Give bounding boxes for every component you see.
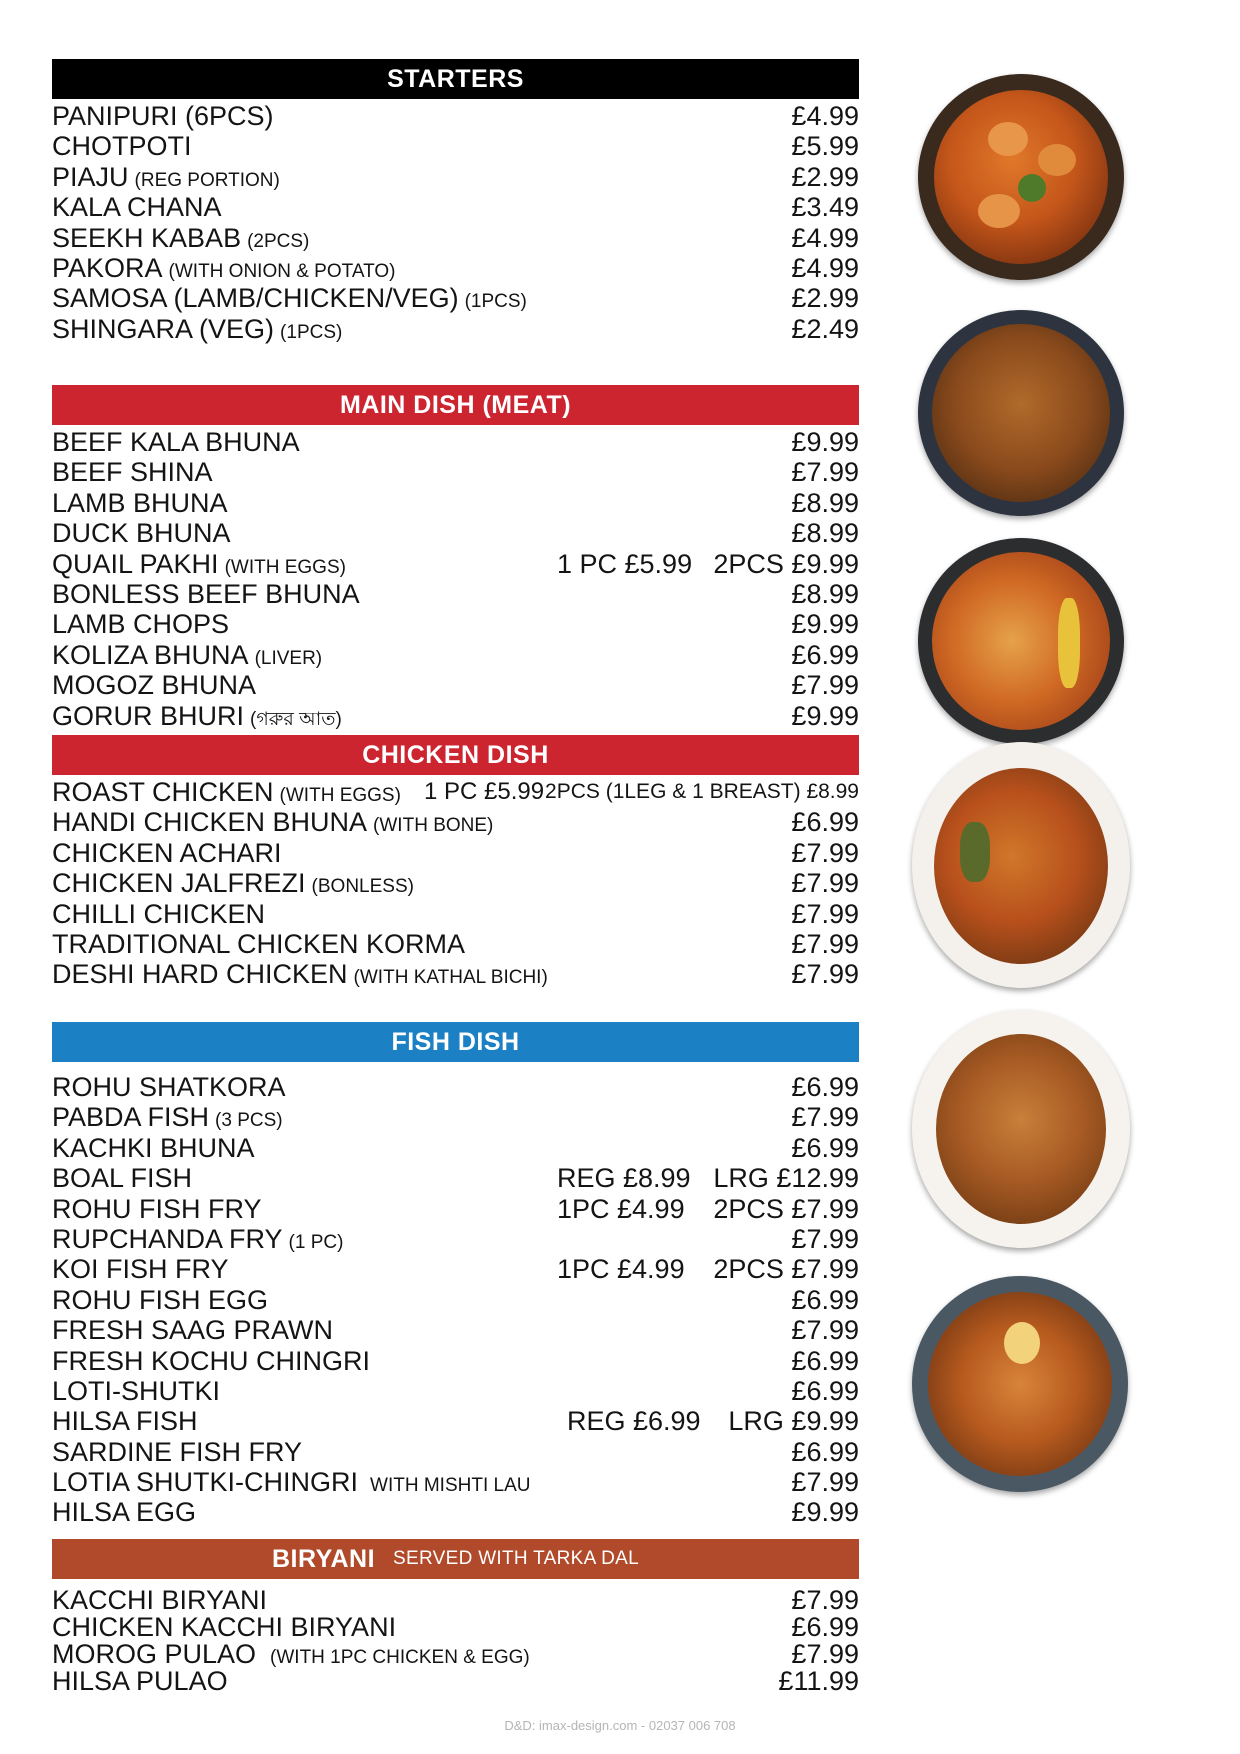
- item-price: £6.99: [791, 1132, 859, 1163]
- item-price: £6.99: [791, 1345, 859, 1376]
- menu-item: [52, 1587, 859, 1614]
- items-list: [52, 775, 859, 990]
- menu-item: [52, 1072, 859, 1102]
- item-price: £4.99: [791, 252, 859, 283]
- menu-item: [52, 609, 859, 639]
- item-name: LOTI-SHUTKI: [52, 1375, 221, 1406]
- item-price: £9.99: [791, 700, 859, 731]
- menu-item: [52, 1437, 859, 1467]
- menu-item: [52, 223, 859, 253]
- item-note: (WITH EGGS): [279, 785, 401, 806]
- items-list: [52, 1062, 859, 1528]
- item-name: LAMB BHUNA: [52, 487, 228, 518]
- item-price: £7.99: [791, 928, 859, 959]
- menu-item: [52, 314, 859, 344]
- item-name: TRADITIONAL CHICKEN KORMA: [52, 928, 466, 959]
- item-option: LRG £12.99: [713, 1163, 859, 1194]
- item-price: £8.99: [791, 487, 859, 518]
- menu-item: [52, 1133, 859, 1163]
- item-name: SEEKH KABAB: [52, 222, 242, 253]
- section-title: FISH DISH: [391, 1027, 520, 1056]
- item-price: £7.99: [791, 1102, 859, 1133]
- item-name: BEEF KALA BHUNA: [52, 427, 300, 457]
- item-name: BOAL FISH: [52, 1163, 193, 1194]
- item-name: BEEF SHINA: [52, 457, 213, 488]
- item-name: GORUR BHURI: [52, 700, 245, 731]
- item-price: £7.99: [791, 898, 859, 929]
- menu-item: [52, 1254, 859, 1284]
- item-name: DUCK BHUNA: [52, 518, 231, 549]
- item-price: £6.99: [791, 639, 859, 670]
- item-name: ROHU FISH EGG: [52, 1284, 269, 1315]
- item-name: PABDA FISH: [52, 1102, 210, 1133]
- item-price: £6.99: [791, 1072, 859, 1102]
- menu-item: [52, 1194, 859, 1224]
- menu-item: [52, 162, 859, 192]
- item-price: £7.99: [791, 457, 859, 488]
- section-header: [52, 59, 859, 99]
- section-biryani: [52, 1539, 859, 1695]
- menu-item: [52, 1641, 859, 1668]
- menu-item: [52, 1376, 859, 1406]
- item-note: (1 PC): [288, 1231, 344, 1253]
- item-name: SAMOSA (LAMB/CHICKEN/VEG): [52, 283, 459, 314]
- item-note: (2PCS): [247, 230, 310, 252]
- section-chicken: [52, 735, 859, 1025]
- menu-item: [52, 579, 859, 609]
- item-option: 1 PC £5.99: [424, 778, 545, 805]
- fried-fish-photo: [918, 310, 1124, 516]
- item-price: £7.99: [791, 868, 859, 899]
- item-name: HILSA FISH: [52, 1406, 198, 1437]
- item-note: WITH MISHTI LAU: [370, 1475, 531, 1497]
- items-list: [52, 99, 859, 344]
- menu-item: [52, 868, 859, 898]
- item-price: £9.99: [791, 609, 859, 640]
- item-price: £3.49: [791, 192, 859, 223]
- item-name: PANIPURI (6PCS): [52, 101, 274, 131]
- section-title: CHICKEN DISH: [362, 740, 549, 769]
- item-name: KACHKI BHUNA: [52, 1132, 255, 1163]
- items-list: [52, 1579, 859, 1695]
- item-name: FRESH KOCHU CHINGRI: [52, 1345, 371, 1376]
- item-price: £7.99: [791, 1223, 859, 1254]
- item-name: MOGOZ BHUNA: [52, 670, 257, 701]
- item-price: £2.99: [791, 161, 859, 192]
- item-option: LRG £9.99: [728, 1406, 859, 1437]
- item-name: KOLIZA BHUNA: [52, 639, 249, 670]
- item-name: ROHU SHATKORA: [52, 1072, 286, 1102]
- menu-item: [52, 1668, 859, 1695]
- menu-item: [52, 1285, 859, 1315]
- menu-item: [52, 549, 859, 579]
- item-price: £8.99: [791, 518, 859, 549]
- section-title: BIRYANI: [271, 1544, 376, 1573]
- menu-item: [52, 670, 859, 700]
- item-price: £7.99: [791, 959, 859, 990]
- menu-item: [52, 1497, 859, 1527]
- chicken-egg-curry-photo: [912, 1276, 1128, 1492]
- item-name: ROHU FISH FRY: [52, 1193, 262, 1224]
- item-name: HANDI CHICKEN BHUNA: [52, 807, 368, 838]
- item-price: £7.99: [791, 837, 859, 868]
- item-note: (BONLESS): [311, 876, 414, 898]
- item-price: £4.99: [791, 222, 859, 253]
- item-price: £7.99: [791, 1467, 859, 1498]
- item-name: HILSA EGG: [52, 1497, 197, 1528]
- item-price: £9.99: [791, 1497, 859, 1528]
- item-name: KALA CHANA: [52, 192, 222, 223]
- item-note: (গরুর আত): [250, 708, 342, 730]
- section-title: STARTERS: [387, 64, 524, 93]
- menu-item: [52, 838, 859, 868]
- menu-item: [52, 640, 859, 670]
- menu-item: [52, 488, 859, 518]
- item-price: £2.49: [791, 313, 859, 344]
- menu-item: [52, 283, 859, 313]
- lamb-chops-curry-photo: [912, 1010, 1130, 1248]
- section-header: [52, 385, 859, 425]
- item-name: CHILLI CHICKEN: [52, 898, 266, 929]
- item-option: 1PC £4.99: [557, 1254, 685, 1285]
- section-header: [52, 1022, 859, 1062]
- item-name: CHICKEN JALFREZI: [52, 868, 306, 899]
- menu-item: [52, 192, 859, 222]
- menu-item: [52, 701, 859, 731]
- section-main-meat: [52, 385, 859, 735]
- item-option: 2PCS (1LEG & 1 BREAST) £8.99: [545, 780, 859, 803]
- menu-item: [52, 1163, 859, 1193]
- item-price: £9.99: [791, 427, 859, 457]
- item-price: £4.99: [791, 101, 859, 131]
- item-name: MOROG PULAO: [52, 1639, 257, 1669]
- item-price: £7.99: [791, 1315, 859, 1346]
- item-name: LAMB CHOPS: [52, 609, 230, 640]
- items-list: [52, 425, 859, 731]
- menu-item: [52, 1346, 859, 1376]
- item-price: £11.99: [778, 1666, 859, 1696]
- item-note: (WITH 1PC CHICKEN & EGG): [270, 1647, 530, 1668]
- menu-item: [52, 518, 859, 548]
- item-option: 1 PC £5.99: [557, 548, 693, 579]
- item-name: CHICKEN KACCHI BIRYANI: [52, 1612, 397, 1642]
- item-name: BONLESS BEEF BHUNA: [52, 578, 360, 609]
- item-price: £5.99: [791, 131, 859, 162]
- item-price: £7.99: [791, 670, 859, 701]
- menu-item: [52, 1224, 859, 1254]
- item-price: £6.99: [791, 1375, 859, 1406]
- section-fish: [52, 1022, 859, 1545]
- item-name: PIAJU: [52, 161, 129, 192]
- item-name: HILSA PULAO: [52, 1666, 228, 1696]
- item-option: REG £6.99: [567, 1406, 701, 1437]
- section-starters: [52, 59, 859, 344]
- item-name: DESHI HARD CHICKEN: [52, 959, 348, 990]
- item-price: £7.99: [791, 1585, 859, 1615]
- item-name: FRESH SAAG PRAWN: [52, 1315, 334, 1346]
- item-price: £6.99: [791, 807, 859, 838]
- item-name: QUAIL PAKHI: [52, 548, 219, 579]
- item-name: PAKORA: [52, 252, 163, 283]
- item-name: SARDINE FISH FRY: [52, 1436, 303, 1467]
- item-name: LOTIA SHUTKI-CHINGRI: [52, 1467, 359, 1498]
- item-name: CHOTPOTI: [52, 131, 192, 162]
- menu-column: [52, 59, 859, 1695]
- item-name: KOI FISH FRY: [52, 1254, 229, 1285]
- item-note: (WITH BONE): [373, 815, 494, 837]
- menu-item: [52, 1102, 859, 1132]
- item-option: 2PCS £7.99: [713, 1193, 859, 1224]
- item-note: (WITH KATHAL BICHI): [353, 967, 548, 989]
- menu-item: [52, 457, 859, 487]
- item-price: £2.99: [791, 283, 859, 314]
- menu-item: [52, 929, 859, 959]
- item-option: 1PC £4.99: [557, 1193, 685, 1224]
- menu-item: [52, 1614, 859, 1641]
- item-name: CHICKEN ACHARI: [52, 837, 282, 868]
- section-subtitle: SERVED WITH TARKA DAL: [393, 1548, 640, 1569]
- item-name: SHINGARA (VEG): [52, 313, 275, 344]
- item-note: (WITH ONION & POTATO): [168, 260, 396, 282]
- section-header: [52, 1539, 859, 1579]
- menu-item: [52, 1315, 859, 1345]
- designer-credit: D&D: imax-design.com - 02037 006 708: [504, 1718, 736, 1733]
- item-option: 2PCS £7.99: [713, 1254, 859, 1285]
- item-price: £6.99: [791, 1436, 859, 1467]
- item-option: REG £8.99: [557, 1163, 691, 1194]
- item-note: (LIVER): [254, 647, 323, 669]
- menu-item: [52, 777, 859, 807]
- section-header: [52, 735, 859, 775]
- fish-curry-photo: [918, 538, 1124, 744]
- prawn-saag-curry-photo: [918, 74, 1124, 280]
- menu-item: [52, 959, 859, 989]
- item-note: (REG PORTION): [134, 169, 280, 191]
- menu-item: [52, 253, 859, 283]
- item-price: £6.99: [791, 1284, 859, 1315]
- item-option: 2PCS £9.99: [713, 548, 859, 579]
- menu-item: [52, 899, 859, 929]
- section-title: MAIN DISH (MEAT): [339, 390, 572, 419]
- menu-item: [52, 427, 859, 457]
- item-price: £8.99: [791, 578, 859, 609]
- item-note: (1PCS): [464, 291, 527, 313]
- item-name: KACCHI BIRYANI: [52, 1585, 268, 1615]
- menu-item: [52, 1406, 859, 1436]
- item-name: ROAST CHICKEN: [52, 777, 274, 807]
- item-price: £6.99: [791, 1612, 859, 1642]
- menu-item: [52, 101, 859, 131]
- menu-item: [52, 131, 859, 161]
- item-note: (3 PCS): [215, 1110, 283, 1132]
- menu-item: [52, 807, 859, 837]
- fish-shatkora-curry-photo: [912, 742, 1130, 988]
- menu-item: [52, 1467, 859, 1497]
- item-note: (WITH EGGS): [224, 556, 346, 578]
- dish-photos-column: [906, 52, 1206, 1702]
- item-note: (1PCS): [280, 321, 343, 343]
- item-price: £7.99: [791, 1639, 859, 1669]
- item-name: RUPCHANDA FRY: [52, 1223, 283, 1254]
